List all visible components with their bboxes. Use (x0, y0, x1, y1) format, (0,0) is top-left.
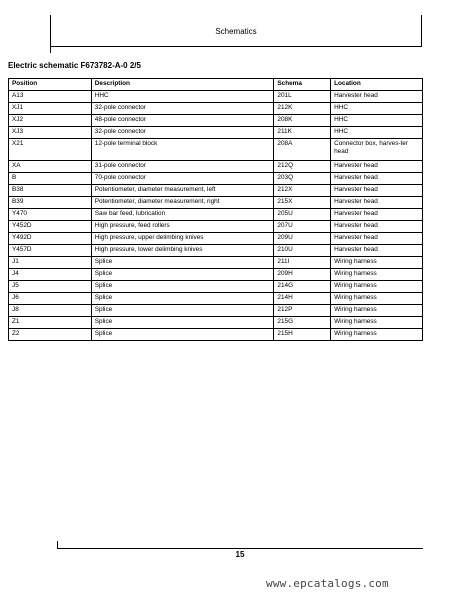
cell-schema: 212X (274, 185, 331, 197)
cell-position: XJ3 (9, 127, 92, 139)
cell-position: J8 (9, 305, 92, 317)
cell-schema: 205U (274, 209, 331, 221)
cell-location: Harvester head (331, 245, 423, 257)
cell-location: Harvester head (331, 233, 423, 245)
table-row (9, 293, 423, 305)
table-row (9, 209, 423, 221)
cell-description: Splice (91, 293, 274, 305)
page-header (50, 15, 422, 47)
cell-position: J4 (9, 269, 92, 281)
section-title: Electric schematic F673782-A-0 2/5 (8, 61, 141, 70)
cell-description: 48-pole connector (91, 115, 274, 127)
cell-description: 70-pole connector (91, 173, 274, 185)
cell-description: Splice (91, 305, 274, 317)
cell-description: 32-pole connector (91, 127, 274, 139)
cell-location: Wiring harness (331, 281, 423, 293)
table-row (9, 281, 423, 293)
table-row (9, 185, 423, 197)
cell-schema: 212K (274, 103, 331, 115)
cell-position: XJ1 (9, 103, 92, 115)
cell-location: Wiring harness (331, 269, 423, 281)
cell-schema: 212P (274, 305, 331, 317)
table-row (9, 221, 423, 233)
cell-schema: 201L (274, 91, 331, 103)
cell-location: Harvester head (331, 209, 423, 221)
cell-description: HHC (91, 91, 274, 103)
cell-location: Wiring harness (331, 305, 423, 317)
watermark: www.epcatalogs.com (266, 577, 389, 590)
table-row (9, 317, 423, 329)
cell-schema: 215G (274, 317, 331, 329)
cell-description: Splice (91, 257, 274, 269)
cell-schema: 215X (274, 197, 331, 209)
cell-position: Y452D (9, 221, 92, 233)
cell-position: XA (9, 161, 92, 173)
table-row (9, 269, 423, 281)
table-row (9, 91, 423, 103)
table-row (9, 245, 423, 257)
column-header-position: Position (9, 79, 92, 91)
cell-location: Wiring harness (331, 329, 423, 341)
cell-schema: 214G (274, 281, 331, 293)
cell-description: Splice (91, 329, 274, 341)
cell-schema: 211K (274, 127, 331, 139)
cell-location: Harvester head (331, 91, 423, 103)
cell-position: Y492D (9, 233, 92, 245)
cell-schema: 211I (274, 257, 331, 269)
column-header-description: Description (91, 79, 274, 91)
cell-location: Wiring harness (331, 293, 423, 305)
cell-description: Splice (91, 317, 274, 329)
cell-position: J6 (9, 293, 92, 305)
column-header-schema: Schema (274, 79, 331, 91)
cell-location: Harvester head (331, 197, 423, 209)
cell-schema: 214H (274, 293, 331, 305)
cell-position: J5 (9, 281, 92, 293)
table-row (9, 233, 423, 245)
cell-location: Harvester head (331, 161, 423, 173)
cell-schema: 208K (274, 115, 331, 127)
cell-position: Y470 (9, 209, 92, 221)
cell-position: B (9, 173, 92, 185)
cell-schema: 210U (274, 245, 331, 257)
table-row (9, 257, 423, 269)
cell-position: B38 (9, 185, 92, 197)
table-row (9, 115, 423, 127)
cell-location: Harvester head (331, 185, 423, 197)
table-row (9, 161, 423, 173)
cell-description: 32-pole connector (91, 103, 274, 115)
cell-description: Potentiometer, diameter measurement, right (91, 197, 274, 209)
cell-location: Connector box, harves-ter head (331, 139, 423, 161)
table-row (9, 127, 423, 139)
cell-schema: 209U (274, 233, 331, 245)
cell-position: XJ2 (9, 115, 92, 127)
cell-description: Splice (91, 281, 274, 293)
cell-position: Z2 (9, 329, 92, 341)
cell-schema: 212Q (274, 161, 331, 173)
page-number: 15 (235, 550, 245, 559)
cell-description: Splice (91, 269, 274, 281)
cell-schema: 203Q (274, 173, 331, 185)
table-row (9, 173, 423, 185)
component-table (8, 78, 423, 341)
cell-location: HHC (331, 103, 423, 115)
cell-position: Z1 (9, 317, 92, 329)
header-title: Schematics (215, 27, 257, 36)
cell-description: High pressure, feed rollers (91, 221, 274, 233)
cell-location: HHC (331, 115, 423, 127)
cell-schema: 207U (274, 221, 331, 233)
cell-location: Harvester head (331, 221, 423, 233)
cell-position: J1 (9, 257, 92, 269)
cell-position: A13 (9, 91, 92, 103)
cell-location: Harvester head (331, 173, 423, 185)
column-header-location: Location (331, 79, 423, 91)
cell-description: High pressure, upper delimbing knives (91, 233, 274, 245)
cell-schema: 209H (274, 269, 331, 281)
cell-position: X21 (9, 139, 92, 161)
cell-location: Wiring harness (331, 317, 423, 329)
cell-location: HHC (331, 127, 423, 139)
table-row (9, 139, 423, 161)
table-row (9, 103, 423, 115)
cell-position: B39 (9, 197, 92, 209)
table-header-row (9, 79, 423, 91)
cell-description: 12-pole terminal block (91, 139, 274, 161)
cell-description: High pressure, lower delimbing knives (91, 245, 274, 257)
cell-description: Potentiometer, diameter measurement, left (91, 185, 274, 197)
cell-description: 31-pole connector (91, 161, 274, 173)
footer-rule (57, 548, 423, 549)
table-row (9, 329, 423, 341)
cell-location: Wiring harness (331, 257, 423, 269)
cell-schema: 215H (274, 329, 331, 341)
table-row (9, 305, 423, 317)
cell-description: Saw bar feed, lubrication (91, 209, 274, 221)
cell-position: Y457D (9, 245, 92, 257)
table-row (9, 197, 423, 209)
cell-schema: 208A (274, 139, 331, 161)
